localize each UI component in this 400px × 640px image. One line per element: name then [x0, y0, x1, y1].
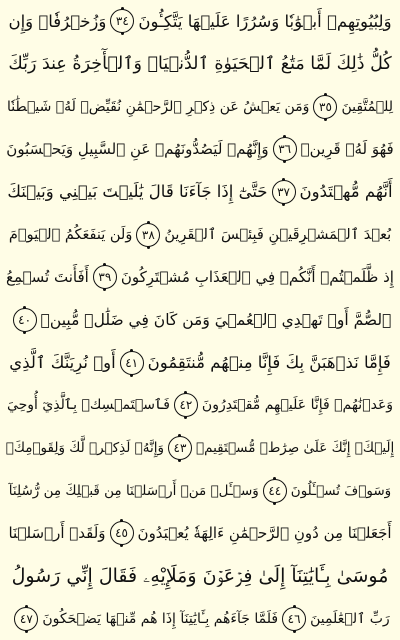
verse-text: وَلِبُيُوتِهِمۡ أَبۡوَٰبٗا وَسُرُرًا عَلَيۡهَا يَتَّكِـُٔونَ [138, 11, 392, 31]
verse-line [6, 128, 394, 171]
verse-text: فَإِمَّا نَذۡهَبَنَّ بِكَ فَإِنَّا مِنۡهُم مُّنتَقِمُونَ [147, 353, 391, 373]
verse-line [6, 43, 394, 86]
verse-line [6, 512, 394, 555]
verse-text: إِذ ظَّلَمۡتُمۡ أَنَّكُمۡ فِي ٱلۡعَذَابِ مُشۡتَرِكُونَ [120, 268, 394, 287]
verse-line [6, 597, 394, 640]
verse-text: وَمَن يَعۡشُ عَن ذِكۡرِ ٱلرَّحۡمَٰنِ نُقَيِّضۡ لَهُۥ شَيۡطَٰنٗا [6, 98, 310, 115]
verse-line [6, 213, 394, 256]
ayah-number-marker: ٤٢ [174, 393, 198, 417]
verse-text: وَزُخۡرُفٗاۚ وَإِن [8, 11, 107, 31]
verse-line [6, 299, 394, 342]
verse-line [6, 384, 394, 427]
verse-text: بُعۡدَ ٱلۡمَشۡرِقَيۡنِ فَبِئۡسَ ٱلۡقَرِينُ [164, 226, 392, 243]
ayah-number-marker: ٤٧ [14, 607, 38, 631]
verse-text: فَٱسۡتَمۡسِكۡ بِٱلَّذِيٓ أُوحِيَ [6, 397, 170, 414]
verse-text: وَعَدۡنَٰهُمۡ فَإِنَّا عَلَيۡهِم مُّقۡتَدِرُونَ [201, 397, 394, 414]
verse-text: مُوسَىٰ بِـَٔايَٰتِنَآ إِلَىٰ فِرۡعَوۡنَ وَمَلَإِيْهِۦ فَقَالَ إِنِّي رَسُولُ [11, 564, 389, 587]
verse-text: إِلَيۡكَۖ إِنَّكَ عَلَىٰ صِرَٰطٖ مُّسۡتَقِيمٖ [195, 439, 394, 456]
verse-text: أَنَّهُم مُّهۡتَدُونَ [299, 182, 393, 202]
verse-line [6, 256, 394, 299]
verse-text: وَلَن يَنفَعَكُمُ ٱلۡيَوۡمَ [8, 226, 133, 243]
ayah-number-marker: ٣٥ [313, 95, 337, 119]
ayah-number-marker: ٣٩ [93, 265, 117, 289]
verse-text: فَلَمَّا جَآءَهُم بِـَٔايَٰتِنَآ إِذَا هُم مِّنۡهَا يَضۡحَكُونَ [42, 610, 279, 627]
verse-line [6, 171, 394, 214]
verse-text: وَلَقَدۡ أَرۡسَلۡنَا [8, 524, 106, 543]
verse-text: أَفَأَنتَ تُسۡمِعُ [6, 268, 89, 287]
verse-text: ٱلصُّمَّ أَوۡ تَهۡدِي ٱلۡعُمۡيَ وَمَن كَانَ فِي ضَلَٰلٖ مُّبِينٖ [40, 310, 392, 329]
ayah-number-marker: ٣٤ [110, 9, 134, 33]
ayah-number-marker: ٤٥ [110, 521, 134, 545]
verse-line [6, 555, 394, 598]
verse-text: لِلۡمُتَّقِينَ [341, 98, 394, 115]
ayah-number-marker: ٤٦ [282, 607, 306, 631]
verse-text: وَإِنَّهُمۡ لَيَصُدُّونَهُمۡ عَنِ ٱلسَّبِيلِ وَيَحۡسَبُونَ [6, 140, 269, 159]
ayah-number-marker: ٤٣ [168, 436, 192, 460]
verse-text: رَبِّ ٱلۡعَٰلَمِينَ [310, 610, 390, 627]
verse-line [6, 0, 394, 43]
verse-line [6, 341, 394, 384]
ayah-number-marker: ٣٨ [136, 223, 160, 247]
ayah-number-marker: ٤٤ [263, 479, 287, 503]
verse-text: أَجَعَلۡنَا مِن دُونِ ٱلرَّحۡمَٰنِ ءَالِهَةٗ يُعۡبَدُونَ [137, 524, 392, 543]
verse-line [6, 85, 394, 128]
verse-text: وَسَوۡفَ تُسۡـَٔلُونَ [290, 482, 392, 499]
verse-text: فَهُوَ لَهُۥ قَرِينٞ [300, 140, 394, 159]
verse-text: وَسۡـَٔلۡ مَنۡ أَرۡسَلۡنَا مِن قَبۡلِكَ مِن رُّسُلِنَآ [8, 482, 259, 499]
ayah-number-marker: ٣٧ [272, 180, 296, 204]
verse-line [6, 469, 394, 512]
verse-text: أَوۡ نُرِيَنَّكَ ٱلَّذِي [9, 353, 116, 373]
ayah-number-marker: ٤٠ [13, 308, 37, 332]
verse-text: وَإِنَّهُۥ لَذِكۡرٞ لَّكَ وَلِقَوۡمِكَۖ [6, 439, 164, 456]
ayah-number-marker: ٣٦ [273, 137, 297, 161]
verse-line [6, 427, 394, 470]
verse-text: كُلُّ ذَٰلِكَ لَمَّا مَتَٰعُ ٱلۡحَيَوٰةِ ٱلدُّنۡيَاۚ وَٱلۡأٓخِرَةُ عِندَ رَبِّكَ [8, 53, 392, 74]
verse-text: حَتَّىٰٓ إِذَا جَآءَنَا قَالَ يَٰلَيۡتَ بَيۡنِي وَبَيۡنَكَ [7, 182, 268, 202]
verse-lines [6, 0, 394, 640]
ayah-number-marker: ٤١ [120, 351, 144, 375]
